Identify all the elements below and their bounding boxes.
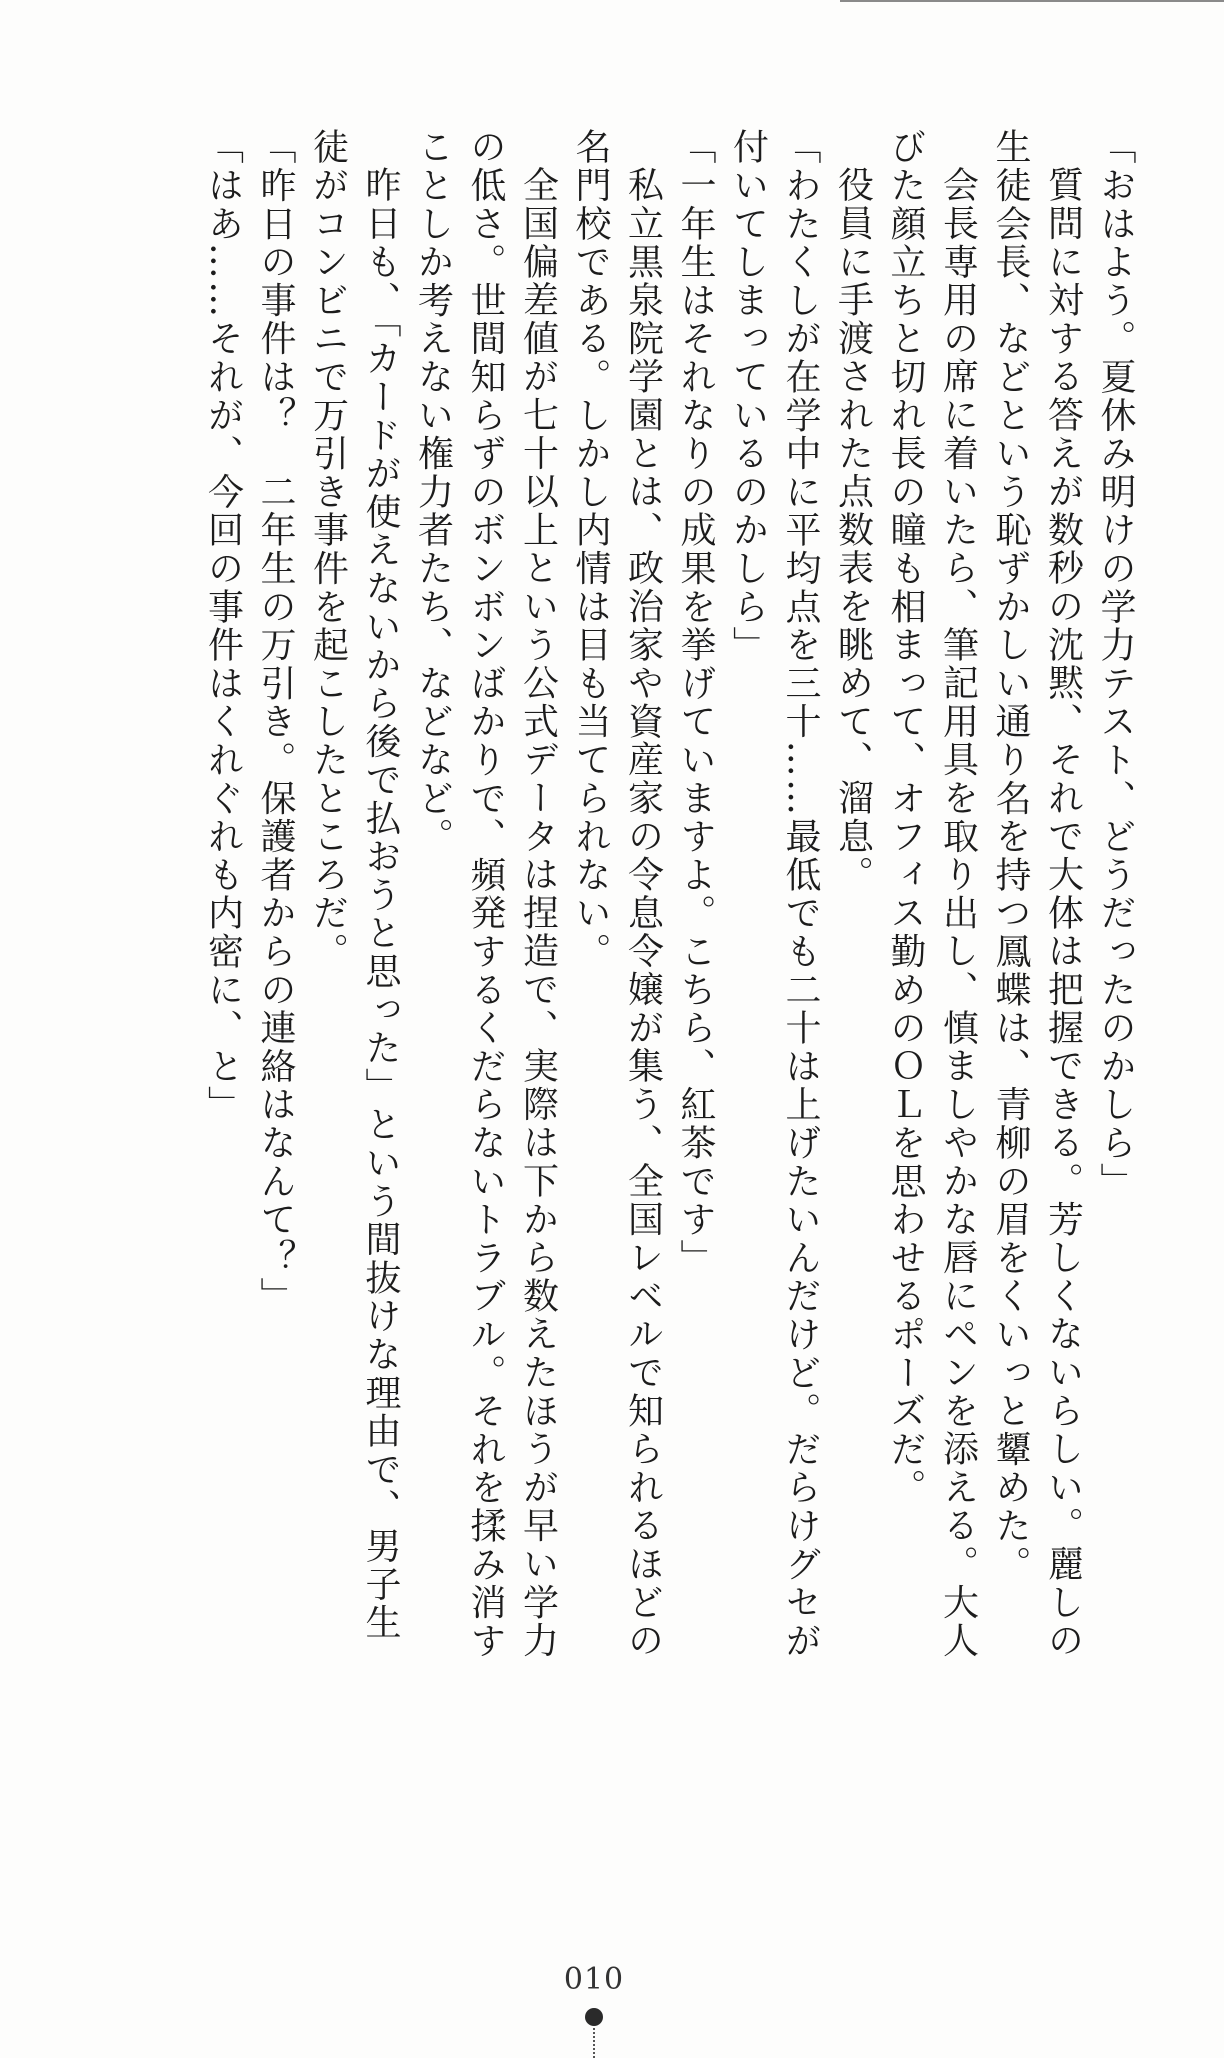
text-line: 昨日も、「カードが使えないから後で払おうと思った」という間抜けな理由で、男子生 [360,166,401,1642]
text-line: 質問に対する答えが数秒の沈黙、それで大体は把握できる。芳しくないらしい。麗しの [1042,166,1084,1660]
text-line: 付いてしまっているのかしら」 [727,128,769,665]
text-line: 「おはよう。夏休み明けの学力テスト、どうだったのかしら」 [1095,128,1136,1201]
text-line: 生徒会長、などという恥ずかしい通り名を持つ鳳蝶は、青柳の眉をくいっと顰めた。 [990,128,1031,1584]
text-line: 「わたくしが在学中に平均点を三十……最低でも二十は上げたいんだけど。だらけグセが [780,128,821,1660]
body-text [196,128,1141,1668]
text-line: ことしか考えない権力者たち、などなど。 [412,128,454,856]
page-number: 010 [563,1962,625,1997]
text-line: の低さ。世間知らずのボンボンばかりで、頻発するくだらないトラブル。それを揉み消す [465,128,506,1660]
text-line: 会長専用の席に着いたら、筆記用具を取り出し、慎ましやかな唇にペンを添える。大人 [937,166,979,1660]
text-line: 徒がコンビニで万引き事件を起こしたところだ。 [307,128,349,971]
page-marker-line [593,2028,595,2058]
page-marker-dot [585,2008,603,2026]
text-line: 名門校である。しかし内情は目も当てられない。 [570,128,611,971]
text-line: 私立黒泉院学園とは、政治家や資産家の令息令嬢が集う、全国レベルで知られるほどの [622,166,664,1660]
text-line: 全国偏差値が七十以上という公式データは捏造で、実際は下から数えたほうが早い学力 [517,166,559,1660]
text-line: びた顔立ちと切れ長の瞳も相まって、オフィス勤めのＯＬを思わせるポーズだ。 [885,128,926,1507]
text-line: 役員に手渡された点数表を眺めて、溜息。 [832,166,874,894]
top-rule [840,0,1224,2]
text-line: 「昨日の事件は？ 二年生の万引き。保護者からの連絡はなんて？」 [255,128,296,1316]
text-line: 「はあ……それが、今回の事件はくれぐれも内密に、と」 [202,128,244,1124]
text-line: 「一年生はそれなりの成果を挙げていますよ。こちら、紅茶です」 [675,128,716,1277]
